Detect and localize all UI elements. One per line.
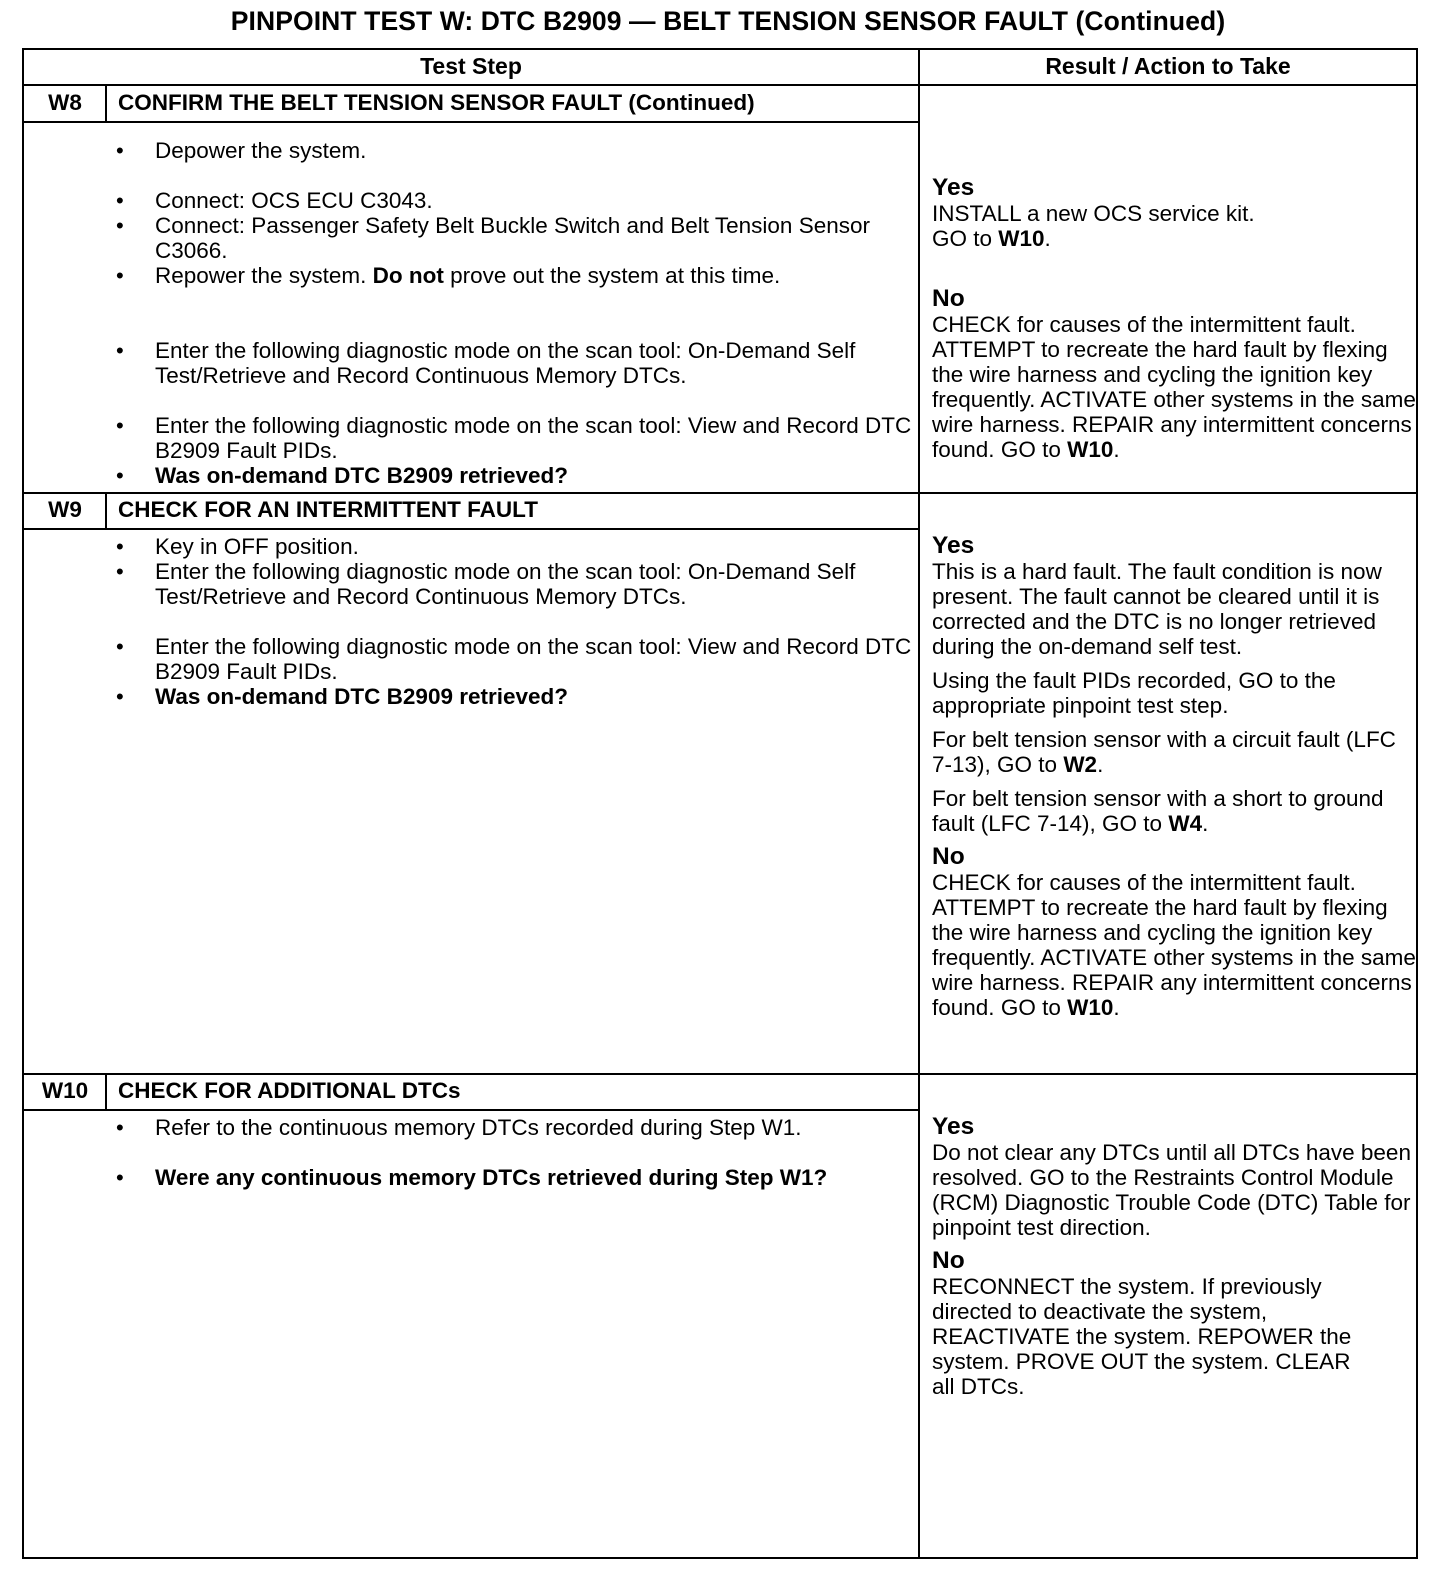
w10-result [932, 1114, 1416, 1399]
w9-no-action: CHECK for causes of the intermittent fault. ATTEMPT to recreate the hard fault by flexing the wire harness and cycling the ignition key frequently. ACTIVATE other systems in the same wire harness. REPAIR any intermittent concerns found. GO to W10. [932, 870, 1416, 1020]
step-title-w8: CONFIRM THE BELT TENSION SENSOR FAULT (Continued) [118, 90, 755, 115]
step-number-w8: W8 [48, 90, 82, 115]
w10-step-1: Refer to the continuous memory DTCs recorded during Step W1. [155, 1115, 802, 1140]
step-title-w9: CHECK FOR AN INTERMITTENT FAULT [118, 497, 538, 522]
w9-step-1: Key in OFF position. [155, 534, 359, 559]
w8-step-3: Connect: Passenger Safety Belt Buckle Switch and Belt Tension Sensor C3066. [155, 213, 870, 263]
w9-step-4: Was on-demand DTC B2909 retrieved? [155, 684, 569, 709]
w9-step-3: Enter the following diagnostic mode on the scan tool: View and Record DTC B2909 Fault PIDs. [155, 634, 912, 684]
header-divider [24, 84, 1416, 86]
bullet [116, 684, 126, 694]
w9-yes-pids: Using the fault PIDs recorded, GO to the appropriate pinpoint test step. [932, 668, 1336, 718]
header-test-step: Test Step [420, 53, 522, 79]
w10-yes-action: Do not clear any DTCs until all DTCs have been resolved. GO to the Restraints Control Module (RCM) Diagnostic Trouble Code (DTC) Table for pinpoint test direction. [932, 1140, 1411, 1240]
bullet [116, 534, 126, 544]
step-number-w10: W10 [41, 1078, 89, 1103]
pinpoint-test-table [22, 48, 1418, 1559]
w8-no-label: No [932, 285, 965, 312]
w8-step-6: Enter the following diagnostic mode on the scan tool: View and Record DTC B2909 Fault PIDs. [155, 413, 912, 463]
w9-row-divider [24, 1073, 1416, 1075]
w10-step-2: Were any continuous memory DTCs retrieved during Step W1? [155, 1165, 828, 1190]
w8-row-divider [24, 492, 1416, 494]
bullet [116, 559, 126, 569]
bullet [116, 413, 126, 423]
step-title-w10: CHECK FOR ADDITIONAL DTCs [118, 1078, 461, 1103]
w9-yes-short-fault: For belt tension sensor with a short to ground fault (LFC 7-14), GO to W4. [932, 786, 1384, 836]
w10-title-underline [24, 1109, 918, 1111]
w8-step-7: Was on-demand DTC B2909 retrieved? [155, 463, 569, 488]
w8-title-underline [24, 121, 918, 123]
bullet [116, 263, 126, 273]
header-result-action: Result / Action to Take [1045, 53, 1291, 79]
w8-no-action: CHECK for causes of the intermittent fault. ATTEMPT to recreate the hard fault by flexing the wire harness and cycling the ignition key frequently. ACTIVATE other systems in the same wire harness. REPAIR any intermittent concerns found. GO to W10. [932, 312, 1416, 462]
bullet [116, 138, 126, 148]
bullet [116, 1115, 126, 1125]
w9-title-underline [24, 528, 918, 530]
bullet [116, 1165, 126, 1175]
bullet [116, 188, 126, 198]
w9-yes-circuit-fault: For belt tension sensor with a circuit fault (LFC 7-13), GO to W2. [932, 727, 1396, 777]
w8-yes-label: Yes [932, 174, 975, 201]
bullet [116, 463, 126, 473]
w8-step-2: Connect: OCS ECU C3043. [155, 188, 433, 213]
w8-step-1: Depower the system. [155, 138, 367, 163]
w8-step-4: Repower the system. Do not prove out the system at this time. [155, 263, 781, 288]
column-divider [918, 50, 920, 1557]
w8-yes-goto: GO to W10. [932, 226, 1051, 251]
w8-step-5: Enter the following diagnostic mode on the scan tool: On-Demand Self Test/Retrieve and Record Continuous Memory DTCs. [155, 338, 856, 388]
page-title: PINPOINT TEST W: DTC B2909 — BELT TENSION SENSOR FAULT (Continued) [230, 6, 1226, 36]
w9-result [932, 533, 1416, 1020]
w9-no-label: No [932, 843, 965, 870]
bullet [116, 634, 126, 644]
w9-yes-label: Yes [932, 532, 975, 559]
bullet [116, 338, 126, 348]
step-number-w9: W9 [48, 497, 82, 522]
w9-step-2: Enter the following diagnostic mode on the scan tool: On-Demand Self Test/Retrieve and Record Continuous Memory DTCs. [155, 559, 856, 609]
w10-yes-label: Yes [932, 1113, 975, 1140]
w10-no-label: No [932, 1247, 965, 1274]
w8-yes-action: INSTALL a new OCS service kit. [932, 201, 1255, 226]
bullet [116, 213, 126, 223]
w8-result [932, 175, 1416, 462]
w9-yes-action: This is a hard fault. The fault condition is now present. The fault cannot be cleared until it is corrected and the DTC is no longer retrieved during the on-demand self test. [932, 559, 1382, 659]
w10-no-action: RECONNECT the system. If previously directed to deactivate the system, REACTIVATE the system. REPOWER the system. PROVE OUT the system. CLEAR all DTCs. [932, 1274, 1352, 1399]
